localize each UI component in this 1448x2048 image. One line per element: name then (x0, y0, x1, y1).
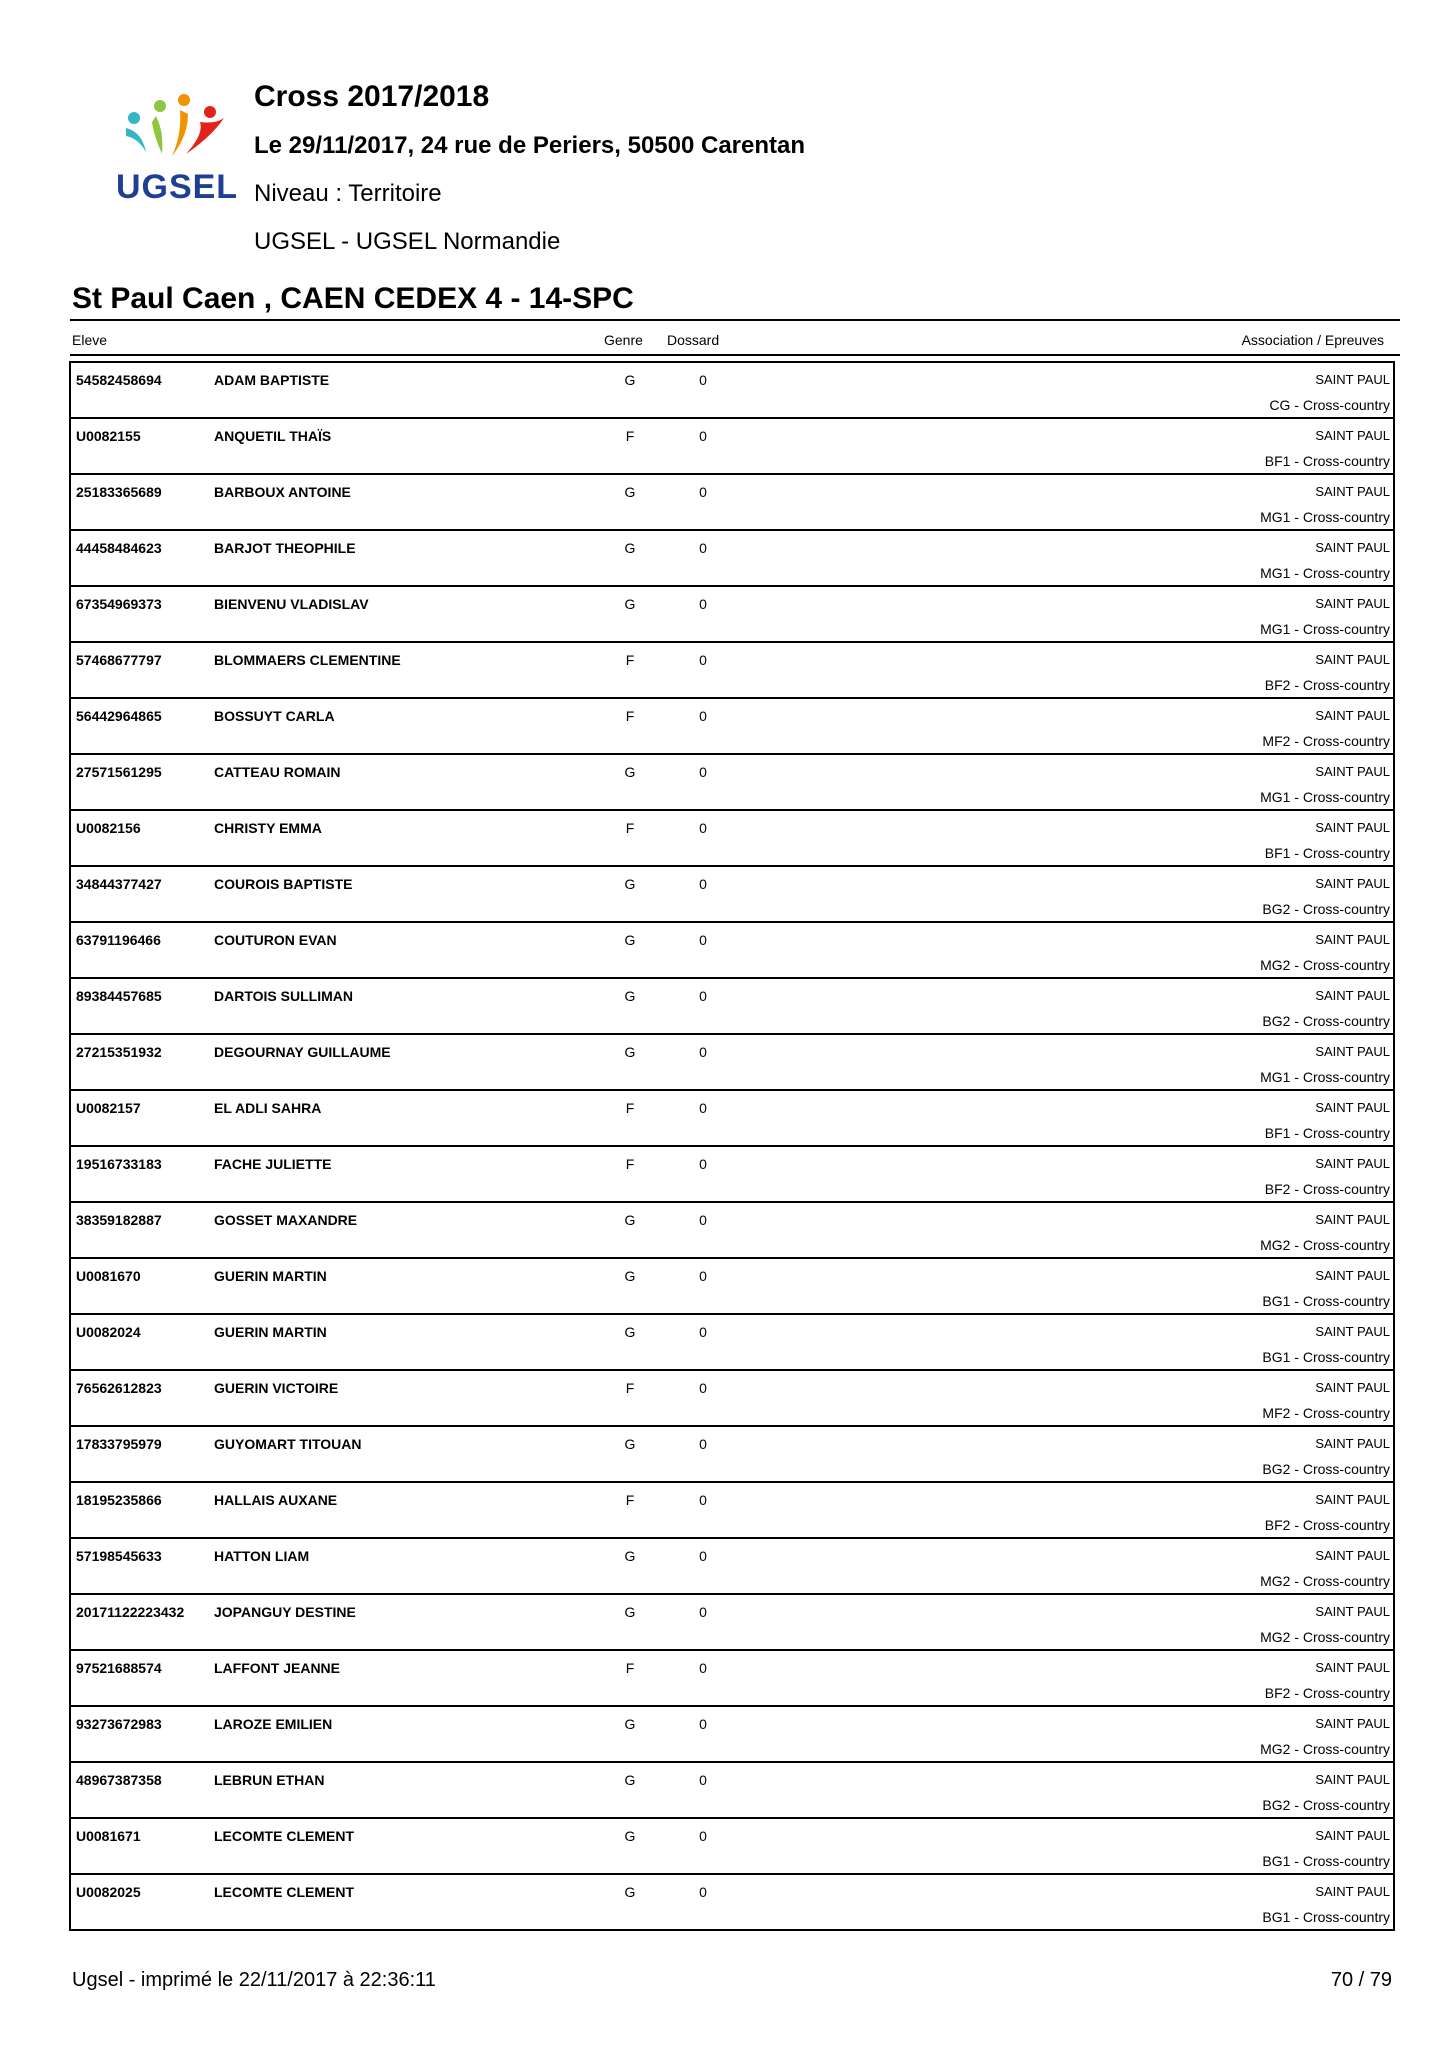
student-id: U0082155 (76, 428, 141, 444)
column-header-association: Association / Epreuves (1241, 332, 1384, 348)
column-header-genre: Genre (604, 332, 643, 348)
table-row (71, 811, 1393, 867)
student-event: BF2 - Cross-country (1264, 1685, 1390, 1701)
student-genre: F (625, 1156, 635, 1172)
student-association: SAINT PAUL (1315, 820, 1390, 835)
student-id: 76562612823 (76, 1380, 162, 1396)
student-association: SAINT PAUL (1315, 428, 1390, 443)
student-genre: F (625, 1492, 635, 1508)
table-row (71, 1763, 1393, 1819)
table-row (71, 755, 1393, 811)
student-dossard: 0 (699, 484, 707, 500)
student-event: MG1 - Cross-country (1260, 509, 1390, 525)
student-genre: G (624, 988, 636, 1004)
student-association: SAINT PAUL (1315, 1436, 1390, 1451)
student-dossard: 0 (699, 540, 707, 556)
student-dossard: 0 (699, 596, 707, 612)
student-name: GUYOMART TITOUAN (214, 1436, 362, 1452)
student-id: 17833795979 (76, 1436, 162, 1452)
student-dossard: 0 (699, 1492, 707, 1508)
student-event: BG2 - Cross-country (1262, 1797, 1390, 1813)
table-row (71, 699, 1393, 755)
student-id: 57198545633 (76, 1548, 162, 1564)
student-name: BARBOUX ANTOINE (214, 484, 351, 500)
student-genre: F (625, 1660, 635, 1676)
student-name: LAFFONT JEANNE (214, 1660, 340, 1676)
student-dossard: 0 (699, 1436, 707, 1452)
student-genre: G (624, 372, 636, 388)
student-association: SAINT PAUL (1315, 1548, 1390, 1563)
heading-divider (70, 319, 1400, 321)
student-dossard: 0 (699, 764, 707, 780)
student-name: CHRISTY EMMA (214, 820, 322, 836)
table-row (71, 979, 1393, 1035)
student-association: SAINT PAUL (1315, 1100, 1390, 1115)
student-association: SAINT PAUL (1315, 1044, 1390, 1059)
student-name: COUTURON EVAN (214, 932, 337, 948)
student-genre: G (624, 1436, 636, 1452)
event-date-location: Le 29/11/2017, 24 rue de Periers, 50500 Carentan (254, 132, 806, 159)
student-id: 54582458694 (76, 372, 162, 388)
student-genre: G (624, 1716, 636, 1732)
student-association: SAINT PAUL (1315, 988, 1390, 1003)
student-event: CG - Cross-country (1269, 397, 1390, 413)
ugsel-figures-icon (112, 92, 242, 170)
student-event: BG1 - Cross-country (1262, 1853, 1390, 1869)
student-name: BARJOT THEOPHILE (214, 540, 356, 556)
table-row (71, 1427, 1393, 1483)
student-id: 27571561295 (76, 764, 162, 780)
student-dossard: 0 (699, 428, 707, 444)
student-id: 18195235866 (76, 1492, 162, 1508)
student-event: BF1 - Cross-country (1264, 453, 1390, 469)
student-association: SAINT PAUL (1315, 1324, 1390, 1339)
student-genre: G (624, 1604, 636, 1620)
page-number: 70 / 79 (1330, 1969, 1392, 1991)
table-row (71, 1651, 1393, 1707)
student-id: 20171122223432 (76, 1604, 185, 1620)
student-name: DEGOURNAY GUILLAUME (214, 1044, 391, 1060)
table-row (71, 923, 1393, 979)
table-row (71, 1203, 1393, 1259)
student-event: BG1 - Cross-country (1262, 1293, 1390, 1309)
student-genre: G (624, 764, 636, 780)
student-name: ANQUETIL THAÏS (214, 428, 332, 444)
student-genre: G (624, 1828, 636, 1844)
student-dossard: 0 (699, 1548, 707, 1564)
student-genre: F (625, 820, 635, 836)
student-association: SAINT PAUL (1315, 1660, 1390, 1675)
student-association: SAINT PAUL (1315, 1212, 1390, 1227)
student-id: 19516733183 (76, 1156, 162, 1172)
student-dossard: 0 (699, 1828, 707, 1844)
school-heading: St Paul Caen , CAEN CEDEX 4 - 14-SPC (72, 282, 634, 315)
student-name: ADAM BAPTISTE (214, 372, 330, 388)
student-id: 34844377427 (76, 876, 162, 892)
student-id: U0081670 (76, 1268, 141, 1284)
student-event: MG2 - Cross-country (1260, 1237, 1390, 1253)
student-id: U0081671 (76, 1828, 141, 1844)
student-association: SAINT PAUL (1315, 932, 1390, 947)
student-genre: G (624, 540, 636, 556)
student-dossard: 0 (699, 1380, 707, 1396)
student-event: MG1 - Cross-country (1260, 565, 1390, 581)
student-dossard: 0 (699, 708, 707, 724)
student-id: 67354969373 (76, 596, 162, 612)
student-association: SAINT PAUL (1315, 1772, 1390, 1787)
table-row (71, 475, 1393, 531)
student-name: COUROIS BAPTISTE (214, 876, 353, 892)
student-dossard: 0 (699, 1324, 707, 1340)
student-id: 93273672983 (76, 1716, 162, 1732)
header-divider (70, 354, 1400, 356)
student-name: GUERIN VICTOIRE (214, 1380, 339, 1396)
student-name: EL ADLI SAHRA (214, 1100, 322, 1116)
student-id: 97521688574 (76, 1660, 162, 1676)
student-association: SAINT PAUL (1315, 1380, 1390, 1395)
student-dossard: 0 (699, 988, 707, 1004)
student-dossard: 0 (699, 1268, 707, 1284)
student-association: SAINT PAUL (1315, 372, 1390, 387)
table-row (71, 531, 1393, 587)
student-event: BG1 - Cross-country (1262, 1349, 1390, 1365)
student-event: BG2 - Cross-country (1262, 1461, 1390, 1477)
table-row (71, 1707, 1393, 1763)
student-event: MG2 - Cross-country (1260, 1741, 1390, 1757)
student-name: CATTEAU ROMAIN (214, 764, 341, 780)
student-event: MF2 - Cross-country (1262, 733, 1390, 749)
student-id: 27215351932 (76, 1044, 162, 1060)
student-event: MG1 - Cross-country (1260, 1069, 1390, 1085)
student-name: FACHE JULIETTE (214, 1156, 332, 1172)
student-association: SAINT PAUL (1315, 1268, 1390, 1283)
student-dossard: 0 (699, 820, 707, 836)
student-dossard: 0 (699, 1772, 707, 1788)
student-association: SAINT PAUL (1315, 876, 1390, 891)
student-association: SAINT PAUL (1315, 1828, 1390, 1843)
student-id: U0082156 (76, 820, 141, 836)
student-id: 57468677797 (76, 652, 162, 668)
column-header-dossard: Dossard (667, 332, 720, 348)
student-name: LECOMTE CLEMENT (214, 1884, 354, 1900)
student-genre: G (624, 1212, 636, 1228)
student-dossard: 0 (699, 1044, 707, 1060)
table-row (71, 1819, 1393, 1875)
student-event: MG2 - Cross-country (1260, 1573, 1390, 1589)
student-name: DARTOIS SULLIMAN (214, 988, 353, 1004)
student-dossard: 0 (699, 932, 707, 948)
student-association: SAINT PAUL (1315, 1604, 1390, 1619)
student-genre: F (625, 1100, 635, 1116)
student-dossard: 0 (699, 1884, 707, 1900)
student-genre: G (624, 1548, 636, 1564)
student-event: BG2 - Cross-country (1262, 901, 1390, 917)
student-association: SAINT PAUL (1315, 484, 1390, 499)
student-association: SAINT PAUL (1315, 1156, 1390, 1171)
student-genre: G (624, 1324, 636, 1340)
student-dossard: 0 (699, 1156, 707, 1172)
event-level: Niveau : Territoire (254, 180, 442, 207)
student-name: GUERIN MARTIN (214, 1324, 327, 1340)
student-name: BLOMMAERS CLEMENTINE (214, 652, 401, 668)
student-genre: F (625, 652, 635, 668)
student-event: MF2 - Cross-country (1262, 1405, 1390, 1421)
column-header-eleve: Eleve (72, 332, 108, 348)
student-name: GUERIN MARTIN (214, 1268, 327, 1284)
student-genre: G (624, 1884, 636, 1900)
student-genre: G (624, 932, 636, 948)
student-association: SAINT PAUL (1315, 1716, 1390, 1731)
student-event: BF2 - Cross-country (1264, 1181, 1390, 1197)
student-name: GOSSET MAXANDRE (214, 1212, 358, 1228)
student-id: 89384457685 (76, 988, 162, 1004)
student-association: SAINT PAUL (1315, 1492, 1390, 1507)
table-row (71, 1539, 1393, 1595)
students-table (69, 361, 1395, 1931)
student-id: 25183365689 (76, 484, 162, 500)
table-row (71, 1315, 1393, 1371)
student-dossard: 0 (699, 1660, 707, 1676)
table-row (71, 1259, 1393, 1315)
print-date: Ugsel - imprimé le 22/11/2017 à 22:36:11 (72, 1969, 436, 1991)
student-name: JOPANGUY DESTINE (214, 1604, 356, 1620)
student-genre: G (624, 1044, 636, 1060)
student-name: BIENVENU VLADISLAV (214, 596, 369, 612)
student-event: MG1 - Cross-country (1260, 621, 1390, 637)
student-name: LEBRUN ETHAN (214, 1772, 325, 1788)
student-name: HATTON LIAM (214, 1548, 310, 1564)
table-row (71, 1371, 1393, 1427)
student-genre: F (625, 1380, 635, 1396)
student-name: LECOMTE CLEMENT (214, 1828, 354, 1844)
student-association: SAINT PAUL (1315, 708, 1390, 723)
table-row (71, 1595, 1393, 1651)
student-name: BOSSUYT CARLA (214, 708, 335, 724)
student-genre: G (624, 484, 636, 500)
student-name: LAROZE EMILIEN (214, 1716, 333, 1732)
student-association: SAINT PAUL (1315, 596, 1390, 611)
table-row (71, 1147, 1393, 1203)
table-row (71, 419, 1393, 475)
student-genre: G (624, 596, 636, 612)
table-row (71, 587, 1393, 643)
student-event: MG1 - Cross-country (1260, 789, 1390, 805)
student-association: SAINT PAUL (1315, 1884, 1390, 1899)
student-event: BG2 - Cross-country (1262, 1013, 1390, 1029)
table-row (71, 1091, 1393, 1147)
student-dossard: 0 (699, 1604, 707, 1620)
student-id: 63791196466 (76, 932, 161, 948)
student-event: BF2 - Cross-country (1264, 677, 1390, 693)
student-dossard: 0 (699, 372, 707, 388)
table-row (71, 1483, 1393, 1539)
student-id: 48967387358 (76, 1772, 162, 1788)
student-id: 44458484623 (76, 540, 162, 556)
student-dossard: 0 (699, 1716, 707, 1732)
ugsel-logo (112, 92, 242, 206)
student-id: 56442964865 (76, 708, 162, 724)
table-row (71, 643, 1393, 699)
student-association: SAINT PAUL (1315, 652, 1390, 667)
student-dossard: 0 (699, 876, 707, 892)
student-genre: F (625, 708, 635, 724)
table-row (71, 867, 1393, 923)
student-dossard: 0 (699, 652, 707, 668)
student-event: BF2 - Cross-country (1264, 1517, 1390, 1533)
student-event: MG2 - Cross-country (1260, 1629, 1390, 1645)
student-event: MG2 - Cross-country (1260, 957, 1390, 973)
student-name: HALLAIS AUXANE (214, 1492, 338, 1508)
event-organization: UGSEL - UGSEL Normandie (254, 228, 561, 255)
student-id: 38359182887 (76, 1212, 162, 1228)
student-dossard: 0 (699, 1100, 707, 1116)
ugsel-logo-text: UGSEL (115, 168, 239, 206)
table-row (71, 363, 1393, 419)
student-id: U0082025 (76, 1884, 141, 1900)
student-event: BF1 - Cross-country (1264, 845, 1390, 861)
student-event: BG1 - Cross-country (1262, 1909, 1390, 1925)
student-genre: G (624, 1268, 636, 1284)
student-genre: G (624, 876, 636, 892)
student-genre: F (625, 428, 635, 444)
student-association: SAINT PAUL (1315, 764, 1390, 779)
student-id: U0082157 (76, 1100, 141, 1116)
student-id: U0082024 (76, 1324, 141, 1340)
student-association: SAINT PAUL (1315, 540, 1390, 555)
event-title: Cross 2017/2018 (254, 80, 490, 113)
table-row (71, 1875, 1393, 1931)
student-event: BF1 - Cross-country (1264, 1125, 1390, 1141)
table-row (71, 1035, 1393, 1091)
student-genre: G (624, 1772, 636, 1788)
student-dossard: 0 (699, 1212, 707, 1228)
